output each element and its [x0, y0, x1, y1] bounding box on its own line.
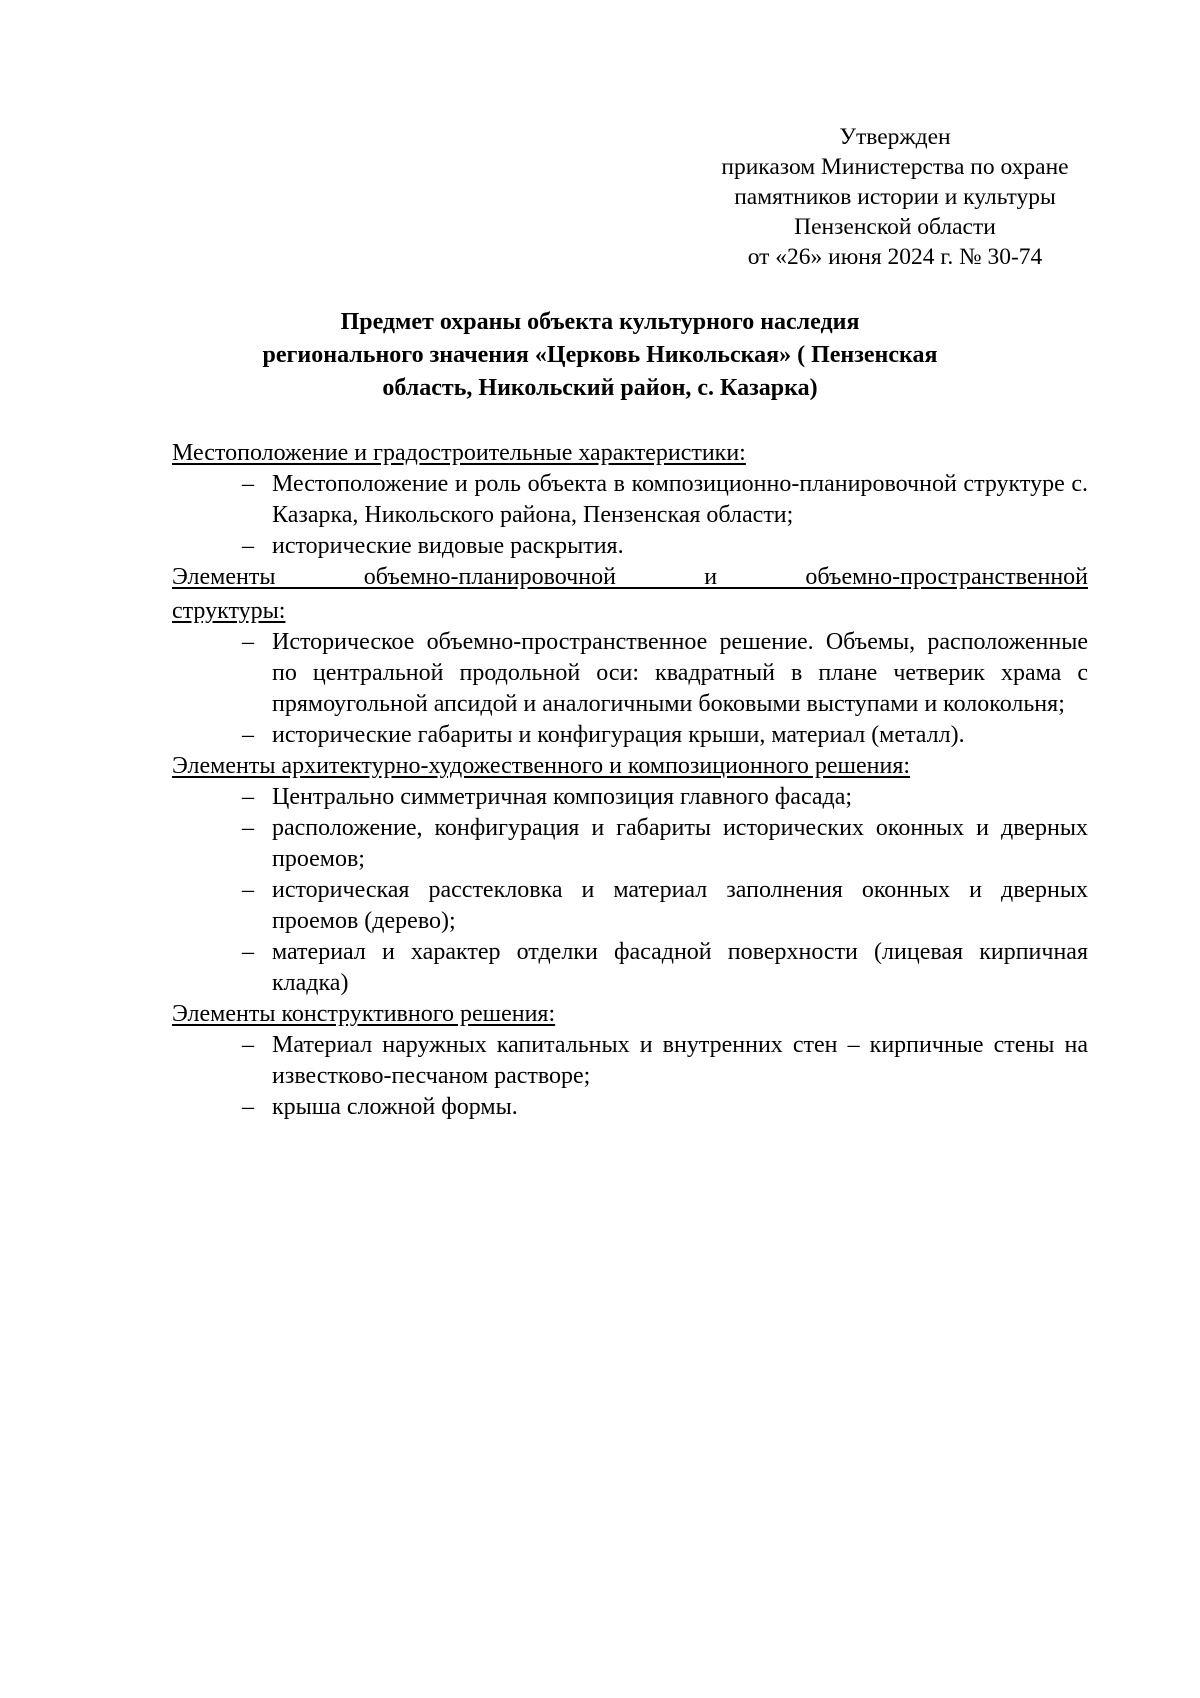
list-item: – исторические габариты и конфигурация крыши, материал (металл). [242, 720, 1088, 751]
list-item: – материал и характер отделки фасадной поверхности (лицевая кирпичная кладка) [242, 937, 1088, 999]
list-item: – Материал наружных капитальных и внутренних стен – кирпичные стены на известково-песчаном растворе; [242, 1030, 1088, 1092]
approval-stamp [680, 122, 1110, 272]
title-line: область, Никольский район, с. Казарка) [382, 375, 818, 401]
section-heading: Элементы объемно-планировочной и объемно-пространственной [172, 564, 1088, 590]
section-list [172, 469, 1088, 562]
section-heading: Местоположение и градостроительные характеристики: [172, 440, 746, 466]
approval-line: Пензенской области [794, 214, 996, 240]
approval-line: от «26» июня 2024 г. № 30-74 [747, 244, 1043, 270]
section-heading: структуры: [172, 598, 286, 624]
approval-line: приказом Министерства по охране [721, 154, 1069, 180]
section-heading: Элементы архитектурно-художественного и композиционного решения: [172, 753, 911, 779]
title-line: регионального значения «Церковь Никольская» ( Пензенская [262, 342, 938, 368]
list-item: – Историческое объемно-пространственное решение. Объемы, расположенные по центральной продольной оси: квадратный в плане четверик храма с прямоугольной апсидой и аналогичными боковыми выступами и колокольня; [242, 627, 1088, 720]
section-heading: Элементы конструктивного решения: [172, 1001, 556, 1027]
list-item: – исторические видовые раскрытия. [242, 531, 1088, 562]
section-list [172, 627, 1088, 751]
title-line: Предмет охраны объекта культурного наследия [340, 309, 860, 335]
document-body [172, 438, 1088, 1123]
list-item: – Местоположение и роль объекта в композиционно-планировочной структуре с. Казарка, Никольского района, Пензенская области; [242, 469, 1088, 531]
list-item: – Центрально симметричная композиция главного фасада; [242, 782, 1088, 813]
list-item: – крыша сложной формы. [242, 1092, 1088, 1123]
document-title [150, 306, 1050, 405]
approval-line: памятников истории и культуры [734, 184, 1056, 210]
section-list [172, 1030, 1088, 1123]
list-item: – расположение, конфигурация и габариты исторических оконных и дверных проемов; [242, 813, 1088, 875]
approval-line: Утвержден [839, 124, 951, 150]
section-list [172, 782, 1088, 999]
list-item: – историческая расстекловка и материал заполнения оконных и дверных проемов (дерево); [242, 875, 1088, 937]
